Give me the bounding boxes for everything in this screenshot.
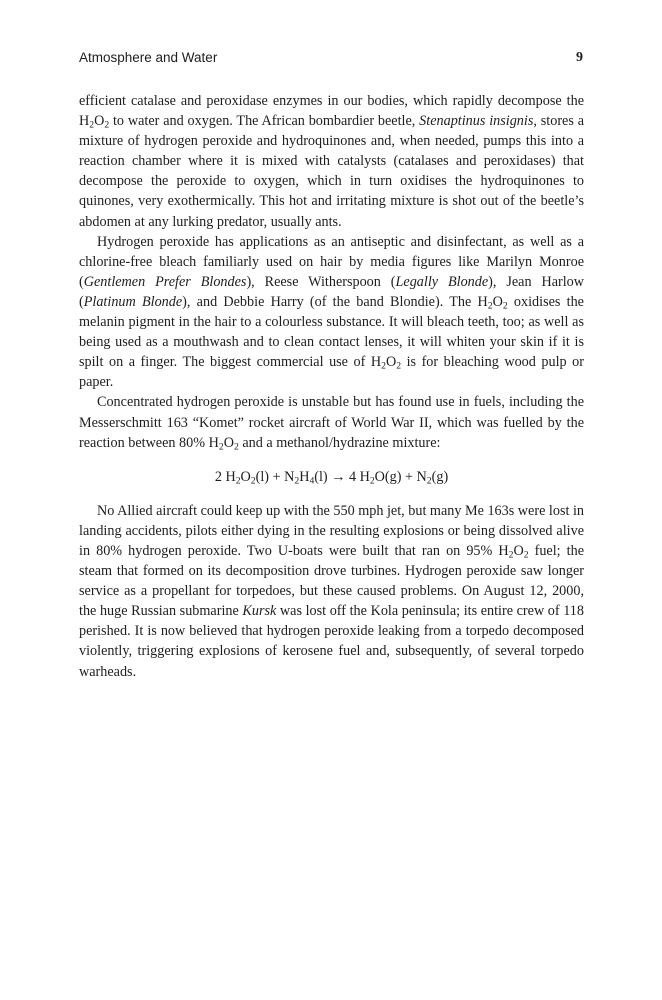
paragraph-3 — [79, 392, 584, 452]
text-run: efficient catalase and peroxidase enzymes in our bodies, which rapidly decompose the H — [79, 93, 584, 130]
body-text — [79, 91, 584, 682]
text-run: ), and Debbie Harry (of the band Blondie). The H — [182, 293, 488, 310]
text-run: O — [513, 542, 524, 559]
subscript: 2 — [502, 300, 508, 312]
paragraph-1 — [79, 91, 584, 232]
text-run: Hydrogen peroxide has applications as an antiseptic and disinfectant, as well as a chlorine-free bleach familiarly used on hair by media figures like Marilyn Monroe ( — [79, 233, 584, 290]
equation-term: (g) — [431, 468, 449, 485]
text-run: O — [492, 293, 503, 310]
film-title: Gentlemen Prefer Blondes — [83, 273, 247, 290]
text-run: stores a mixture of hydrogen peroxide and hydroquinones and, when needed, pumps this into a reaction chamber where it is mixed with catalysts (catalases and peroxidases) that decompose the peroxide to oxygen, which in turn oxidises the hydroquinones to quinones, very exothermically. This hot and irritating mixture is shot out of the beetle’s abdomen at any lurking predator, usually ants. — [79, 113, 584, 230]
subscript: 2 — [396, 360, 402, 372]
subscript: 2 — [104, 119, 110, 131]
equation-term: O(g) + N — [374, 468, 427, 485]
text-run: O — [94, 113, 105, 130]
subscript: 4 — [309, 475, 315, 487]
text-run: was lost off the Kola peninsula; its entire crew of 118 perished. It is now believed that hydrogen peroxide leaking from a torpedo decomposed violently, triggering explosions of kerosene fuel and, subsequently, of several torpedo warheads. — [79, 603, 584, 680]
running-header — [79, 50, 583, 70]
subscript: 2 — [218, 441, 224, 453]
text-run: to water and oxygen. The African bombardier beetle, — [109, 113, 420, 130]
text-run: oxidises the melanin pigment in the hair to a colourless substance. It will bleach teeth, too; as well as being used as a mouthwash and to clean contact lenses, it will whiten your skin if it is spilt on a finger. The biggest commercial use of H — [79, 293, 584, 371]
text-run: O — [385, 354, 397, 371]
text-run: Concentrated hydrogen peroxide is unstable but has found use in fuels, including the Messerschmitt 163 “Komet” rocket aircraft of World War II, which was fuelled by the reaction between 80% H — [79, 394, 584, 451]
text-run: fuel; the steam that formed on its decomposition drove turbines. Hydrogen peroxide saw longer service as a propellant for torpedoes, but these caused problems. On August 12, 2000, the huge Russian submarine — [79, 542, 585, 620]
subscript: 2 — [294, 475, 300, 487]
equation-term: H — [299, 468, 310, 485]
subscript: 2 — [508, 549, 514, 561]
equation-term: (l) → 4 H — [314, 468, 370, 485]
chemical-equation — [79, 467, 584, 487]
text-run: O — [223, 434, 234, 451]
text-run: ), Jean Harlow ( — [79, 273, 584, 310]
submarine-name: Kursk — [242, 603, 277, 620]
subscript: 2 — [235, 475, 241, 487]
subscript: 2 — [250, 475, 256, 487]
subscript: 2 — [426, 475, 432, 487]
equation-term: (l) + N — [255, 468, 295, 485]
subscript: 2 — [523, 549, 529, 561]
text-run: is for bleaching wood pulp or paper. — [79, 354, 584, 391]
film-title: Legally Blonde — [395, 273, 489, 290]
paragraph-4 — [79, 501, 584, 682]
subscript: 2 — [233, 441, 239, 453]
chapter-title: Atmosphere and Water — [79, 50, 218, 65]
page-number: 9 — [576, 50, 583, 65]
paragraph-2 — [79, 232, 584, 393]
equation-term: 2 H — [214, 468, 236, 485]
subscript: 2 — [381, 360, 386, 372]
text-run: and a methanol/hydrazine mixture: — [238, 434, 441, 451]
equation-term: O — [240, 468, 251, 485]
text-run: No Allied aircraft could keep up with the 550 mph jet, but many Me 163s were lost in landing accidents, pilots either dying in the resulting explosions or being dissolved alive in 80% hydrogen peroxide. Two U-boats were built that ran on 95% H — [79, 502, 585, 559]
species-name: Stenaptinus insignis, — [419, 113, 537, 130]
subscript: 2 — [369, 475, 375, 487]
subscript: 2 — [487, 300, 493, 312]
film-title: Platinum Blonde — [83, 293, 183, 310]
text-run: ), Reese Witherspoon ( — [246, 273, 396, 290]
subscript: 2 — [89, 119, 95, 131]
